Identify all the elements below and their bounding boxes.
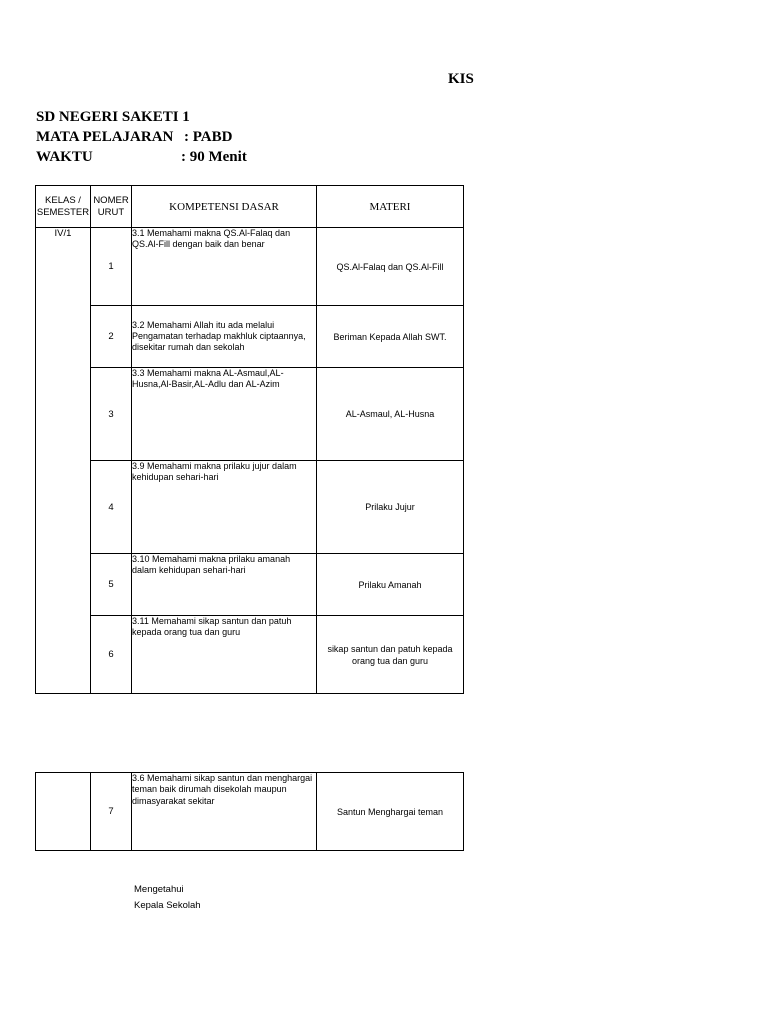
header-kelas — [36, 186, 91, 228]
kelas-semester-cell-empty — [36, 773, 91, 851]
table-row — [36, 616, 464, 694]
header-kelas-line1: KELAS / — [45, 194, 81, 206]
subject-row — [36, 129, 336, 147]
row-number: 2 — [91, 306, 132, 368]
materi-cell: QS.Al-Falaq dan QS.Al-Fill — [317, 228, 464, 306]
row-number: 1 — [91, 228, 132, 306]
header-nomer — [91, 186, 132, 228]
row-number: 3 — [91, 368, 132, 461]
row-number: 5 — [91, 554, 132, 616]
materi-cell: Beriman Kepada Allah SWT. — [317, 306, 464, 368]
materi-cell: Prilaku Amanah — [317, 554, 464, 616]
time-row — [36, 149, 336, 167]
row-number: 6 — [91, 616, 132, 694]
table-row — [36, 773, 464, 851]
signature-line2: Kepala Sekolah — [134, 900, 201, 911]
school-name: SD NEGERI SAKETI 1 — [36, 109, 190, 125]
header-nomer-line1: NOMER — [93, 194, 129, 206]
materi-cell: Santun Menghargai teman — [317, 773, 464, 851]
table-row — [36, 228, 464, 306]
materi-cell: Prilaku Jujur — [317, 461, 464, 554]
time-value: : 90 Menit — [181, 149, 247, 165]
table-row — [36, 554, 464, 616]
row-number: 7 — [91, 773, 132, 851]
header-nomer-line2: URUT — [97, 206, 125, 218]
time-label: WAKTU — [36, 149, 93, 165]
kd-cell: 3.6 Memahami sikap santun dan menghargai teman baik dirumah disekolah maupun dimasyarakat sekitar — [132, 773, 317, 851]
kd-cell: 3.11 Memahami sikap santun dan patuh kepada orang tua dan guru — [132, 616, 317, 694]
table-row — [36, 306, 464, 368]
kd-cell: 3.1 Memahami makna QS.Al-Falaq dan QS.Al-Fill dengan baik dan benar — [132, 228, 317, 306]
header-row — [36, 186, 464, 228]
subject-value: : PABD — [184, 129, 233, 145]
kd-cell: 3.3 Memahami makna AL-Asmaul,AL-Husna,Al-Basir,AL-Adlu dan AL-Azim — [132, 368, 317, 461]
kd-cell: 3.9 Memahami makna prilaku jujur dalam kehidupan sehari-hari — [132, 461, 317, 554]
competency-table-continued — [35, 772, 464, 851]
row-number: 4 — [91, 461, 132, 554]
document-title-partial: KIS — [448, 71, 474, 87]
subject-label: MATA PELAJARAN — [36, 129, 174, 145]
header-kelas-line2: SEMESTER — [36, 206, 90, 218]
competency-table — [35, 185, 464, 694]
kd-cell: 3.10 Memahami makna prilaku amanah dalam kehidupan sehari-hari — [132, 554, 317, 616]
materi-cell: AL-Asmaul, AL-Husna — [317, 368, 464, 461]
header-materi: MATERI — [317, 186, 464, 228]
kd-cell: 3.2 Memahami Allah itu ada melalui Pengamatan terhadap makhluk ciptaannya, disekitar rumah dan sekolah — [132, 306, 317, 368]
table-row — [36, 461, 464, 554]
signature-line1: Mengetahui — [134, 884, 184, 895]
header-kompetensi: KOMPETENSI DASAR — [132, 186, 317, 228]
kelas-semester-cell: IV/1 — [36, 228, 91, 694]
table-row — [36, 368, 464, 461]
materi-cell: sikap santun dan patuh kepada orang tua dan guru — [317, 616, 464, 694]
